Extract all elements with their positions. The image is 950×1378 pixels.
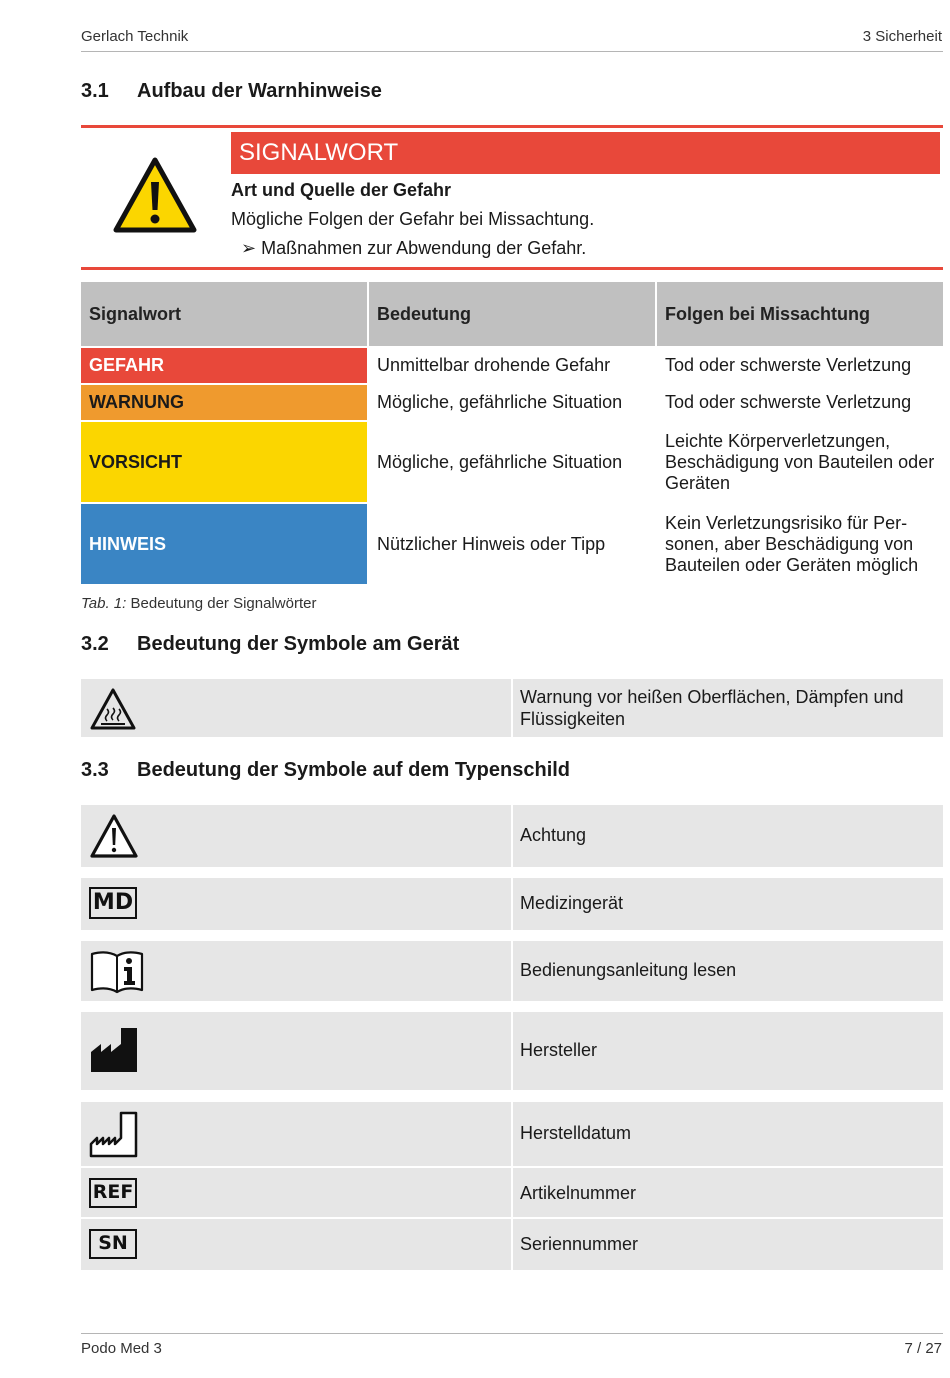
footer-rule bbox=[81, 1333, 943, 1334]
symbol-label: Medizingerät bbox=[520, 893, 624, 913]
signal-word-hinweis: HINWEIS bbox=[81, 504, 367, 584]
symbol-label: Artikelnummer bbox=[520, 1183, 637, 1203]
section-number: 3.1 bbox=[81, 80, 109, 102]
symbol-label: Bedienungsanleitung lesen bbox=[520, 960, 737, 980]
symbol-row-achtung bbox=[81, 805, 943, 867]
symbol-row-sn bbox=[81, 1219, 943, 1270]
table-header-bedeutung: Bedeutung bbox=[369, 282, 655, 346]
table-caption bbox=[81, 595, 316, 612]
md-icon bbox=[89, 887, 137, 919]
symbol-row-md bbox=[81, 878, 943, 930]
table-cell-meaning: Mögliche, gefährliche Situation bbox=[377, 392, 623, 412]
symbol-row-hot-surface bbox=[81, 679, 943, 737]
warning-triangle-icon bbox=[112, 156, 198, 239]
caption-text: Bedeutung der Signalwörter bbox=[130, 595, 317, 612]
table-cell-meaning: Mögliche, gefährliche Situation bbox=[377, 451, 623, 472]
warning-box-top-line bbox=[81, 125, 943, 128]
symbol-row-manual bbox=[81, 941, 943, 1001]
symbol-label: Warnung vor heißen Oberflächen, Dämpfen und Flüssigkeiten bbox=[520, 687, 904, 729]
caption-prefix: Tab. 1: bbox=[81, 595, 127, 612]
page-number: 7 / 27 bbox=[904, 1340, 942, 1357]
sn-icon-text: SN bbox=[89, 1229, 137, 1259]
symbol-row-ref bbox=[81, 1168, 943, 1217]
section-3-2-heading bbox=[81, 633, 459, 656]
section-title: Bedeutung der Symbole auf dem Typenschild bbox=[137, 759, 571, 781]
section-3-3-heading bbox=[81, 759, 570, 782]
table-cell-consequence: Kein Verletzungsrisiko für Per-sonen, aber Beschädigung von Bauteilen oder Geräten möglich bbox=[665, 512, 919, 575]
table-header-signalwort: Signalwort bbox=[81, 282, 367, 346]
symbol-label: Seriennummer bbox=[520, 1234, 639, 1254]
ref-icon-text: REF bbox=[89, 1178, 137, 1208]
consequence-text: Mögliche Folgen der Gefahr bei Missachtung. bbox=[231, 209, 595, 229]
manufacturer-icon bbox=[89, 1026, 139, 1079]
header-rule bbox=[81, 51, 943, 52]
table-cell-meaning: Nützlicher Hinweis oder Tipp bbox=[377, 533, 606, 554]
table-header-folgen: Folgen bei Missachtung bbox=[657, 282, 943, 346]
signal-word-warnung: WARNUNG bbox=[81, 385, 367, 420]
section-title: Aufbau der Warnhinweise bbox=[137, 80, 382, 102]
table-cell-consequence: Tod oder schwerste Verletzung bbox=[665, 355, 912, 375]
section-number: 3.3 bbox=[81, 759, 109, 781]
symbol-label: Hersteller bbox=[520, 1040, 598, 1060]
measure-text: Maßnahmen zur Abwendung der Gefahr. bbox=[261, 238, 587, 258]
warning-box-bottom-line bbox=[81, 267, 943, 270]
footer-left: Podo Med 3 bbox=[81, 1340, 162, 1357]
manufacture-date-icon bbox=[89, 1110, 139, 1163]
measure-bullet: ➢ bbox=[241, 238, 257, 258]
section-number: 3.2 bbox=[81, 633, 109, 655]
section-title: Bedeutung der Symbole am Gerät bbox=[137, 633, 460, 655]
signal-word-bar: SIGNALWORT bbox=[231, 132, 940, 174]
signal-word-gefahr: GEFAHR bbox=[81, 348, 367, 383]
measure-line bbox=[241, 238, 586, 259]
header-left: Gerlach Technik bbox=[81, 28, 189, 45]
symbol-row-manufacture-date bbox=[81, 1102, 943, 1166]
header-right: 3 Sicherheit bbox=[862, 28, 942, 45]
md-icon-text: MD bbox=[89, 887, 137, 919]
symbol-row-manufacturer bbox=[81, 1012, 943, 1090]
table-cell-consequence: Leichte Körperverletzungen, Beschädigung von Bauteilen oder Geräten bbox=[665, 430, 935, 493]
hot-surface-warning-icon bbox=[89, 687, 137, 736]
hazard-text: Art und Quelle der Gefahr bbox=[231, 180, 452, 200]
read-manual-icon bbox=[89, 948, 145, 999]
ref-icon bbox=[89, 1178, 137, 1208]
section-3-1-heading bbox=[81, 80, 382, 103]
sn-icon bbox=[89, 1229, 137, 1259]
symbol-label: Achtung bbox=[520, 825, 587, 845]
table-cell-meaning: Unmittelbar drohende Gefahr bbox=[377, 355, 611, 375]
table-cell-consequence: Tod oder schwerste Verletzung bbox=[665, 392, 912, 412]
symbol-label: Herstelldatum bbox=[520, 1123, 632, 1143]
signal-word-vorsicht: VORSICHT bbox=[81, 422, 367, 502]
caution-icon bbox=[89, 813, 139, 864]
